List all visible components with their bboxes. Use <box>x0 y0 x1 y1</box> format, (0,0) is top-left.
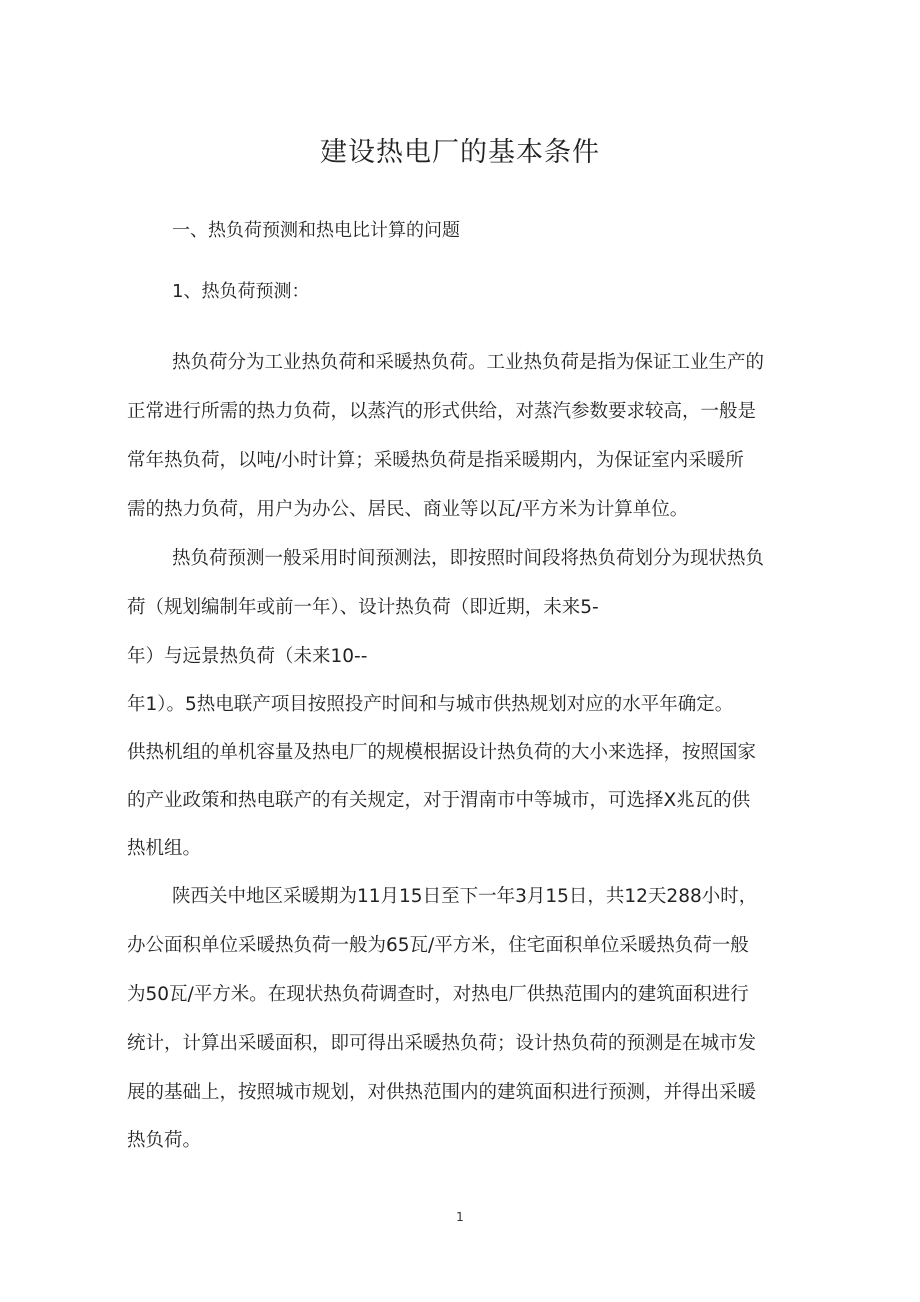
paragraph-line: 年）与远景热负荷（未来10-- <box>127 646 368 667</box>
paragraph-line: 热负荷分为工业热负荷和采暖热负荷。工业热负荷是指为保证工业生产的 <box>172 352 765 373</box>
document-title: 建设热电厂的基本条件 <box>320 137 600 168</box>
paragraph-line: 为50瓦/平方米。在现状热负荷调查时，对热电厂供热范围内的建筑面积进行 <box>127 984 749 1005</box>
paragraph-line: 展的基础上，按照城市规划，对供热范围内的建筑面积进行预测，并得出采暖 <box>127 1082 757 1103</box>
paragraph-line: 常年热负荷，以吨/小时计算；采暖热负荷是指采暖期内，为保证室内采暖所 <box>127 450 744 471</box>
paragraph-line: 热机组。 <box>127 838 202 859</box>
paragraph-line: 正常进行所需的热力负荷，以蒸汽的形式供给，对蒸汽参数要求较高，一般是 <box>127 401 757 422</box>
paragraph-line: 陕西关中地区采暖期为11月15日至下一年3月15日，共12天288小时， <box>172 886 758 907</box>
paragraph-line: 热负荷预测一般采用时间预测法，即按照时间段将热负荷划分为现状热负 <box>172 548 765 569</box>
paragraph-line: 需的热力负荷，用户为办公、居民、商业等以瓦/平方米为计算单位。 <box>127 499 689 520</box>
subsection-heading: 1、热负荷预测： <box>172 281 310 302</box>
paragraph-line: 办公面积单位采暖热负荷一般为65瓦/平方米，住宅面积单位采暖热负荷一般 <box>127 935 749 956</box>
paragraph-line: 热负荷。 <box>127 1130 202 1151</box>
paragraph-line: 统计，计算出采暖面积，即可得出采暖热负荷；设计热负荷的预测是在城市发 <box>127 1033 757 1054</box>
paragraph-line: 的产业政策和热电联产的有关规定，对于渭南市中等城市，可选择X兆瓦的供 <box>127 790 751 811</box>
page-number: 1 <box>456 1210 464 1224</box>
section-heading: 一、热负荷预测和热电比计算的问题 <box>172 220 460 241</box>
paragraph-line: 供热机组的单机容量及热电厂的规模根据设计热负荷的大小来选择，按照国家 <box>127 742 757 763</box>
paragraph-line: 荷（规划编制年或前一年）、设计热负荷（即近期，未来5- <box>127 597 599 618</box>
paragraph-line: 年1）。5热电联产项目按照投产时间和与城市供热规划对应的水平年确定。 <box>127 694 734 715</box>
